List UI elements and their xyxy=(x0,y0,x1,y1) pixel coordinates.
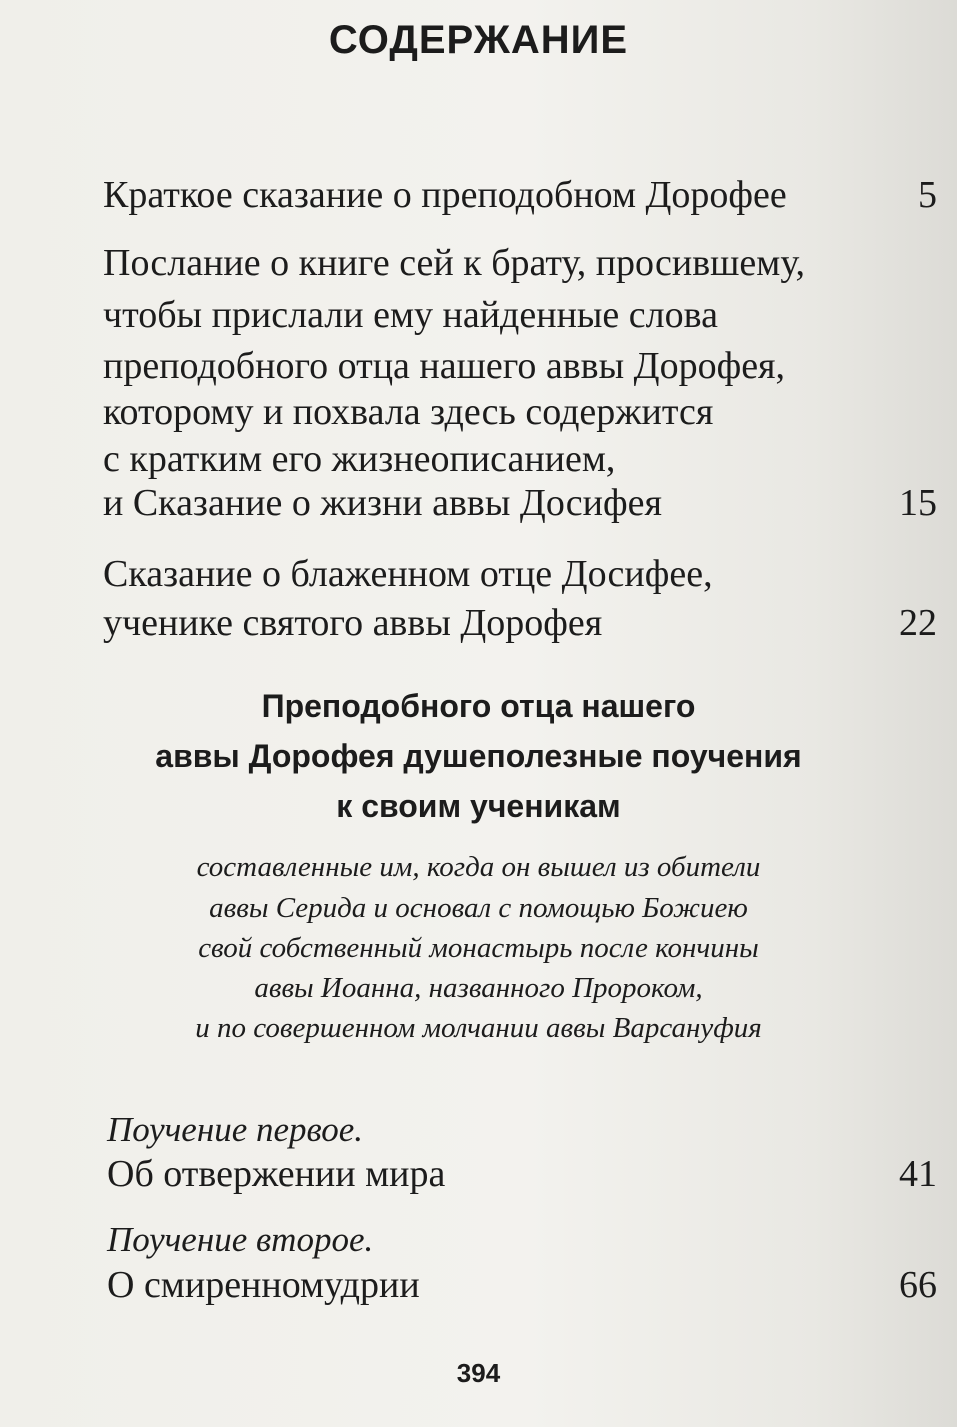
toc-entry-line: Послание о книге сей к брату, просившему, xyxy=(103,242,806,284)
toc-page-number: 66 xyxy=(899,1264,937,1306)
section-title-line: аввы Дорофея душеполезные поучения xyxy=(155,738,802,774)
section-subtitle-line: составленные им, когда он вышел из обители xyxy=(196,851,761,883)
section-title-line: Преподобного отца нашего xyxy=(261,688,696,724)
section-title-line: к своим ученикам xyxy=(336,788,621,824)
toc-entry-line: с кратким его жизнеописанием, xyxy=(103,438,616,480)
toc-page-number: 22 xyxy=(899,602,937,644)
toc-entry-line: ученике святого аввы Дорофея xyxy=(103,602,603,644)
toc-page-number: 5 xyxy=(918,174,937,216)
toc-entry-line: преподобного отца нашего аввы Дорофея, xyxy=(103,345,786,387)
lecture-title: Об отвержении мира xyxy=(107,1153,446,1195)
toc-page-number: 15 xyxy=(899,482,937,524)
section-subtitle-line: и по совершенном молчании аввы Варсануфия xyxy=(195,1012,762,1044)
section-subtitle-line: свой собственный монастырь после кончины xyxy=(198,932,759,964)
section-subtitle-line: аввы Иоанна, названного Пророком, xyxy=(254,972,703,1004)
lecture-label: Поучение первое. xyxy=(107,1110,364,1149)
lecture-label: Поучение второе. xyxy=(107,1220,374,1259)
toc-page-number: 41 xyxy=(899,1153,937,1195)
toc-entry-line: Краткое сказание о преподобном Дорофее xyxy=(103,174,787,216)
toc-entry-line: и Сказание о жизни аввы Досифея xyxy=(103,482,662,524)
page-number: 394 xyxy=(456,1358,501,1388)
page-heading: СОДЕРЖАНИЕ xyxy=(328,18,629,62)
section-subtitle-line: аввы Серида и основал с помощью Божиею xyxy=(209,892,748,924)
toc-entry-line: Сказание о блаженном отце Досифее, xyxy=(103,553,713,595)
toc-entry-line: чтобы прислали ему найденные слова xyxy=(103,294,718,336)
lecture-title: О смиренномудрии xyxy=(107,1264,420,1306)
toc-entry-line: которому и похвала здесь содержится xyxy=(103,391,714,433)
